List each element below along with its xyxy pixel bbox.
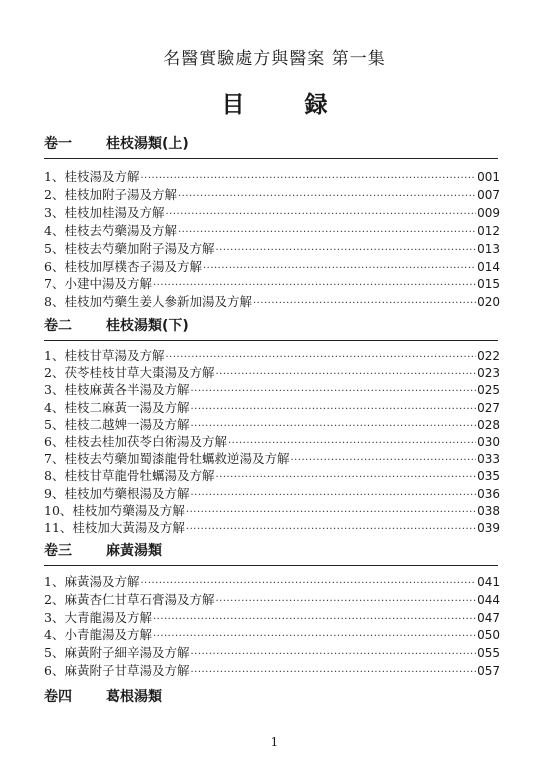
dot-leader [178,224,476,241]
toc-entry-page: 023 [477,366,500,381]
dot-leader [153,611,476,628]
toc-entry[interactable] [44,433,500,450]
toc-entry[interactable] [44,275,500,292]
toc-entry[interactable] [44,467,500,484]
toc-entry-page: 007 [477,187,500,202]
toc-entry[interactable] [44,399,500,416]
dot-leader [153,277,476,294]
toc-entry[interactable] [44,293,500,310]
toc-entry-page: 015 [477,277,500,292]
toc-entry-page: 038 [477,503,500,518]
toc-entry[interactable] [44,186,500,203]
volume-heading [44,135,504,153]
toc-entry-page: 039 [477,521,500,535]
toc-entry-page: 050 [477,628,500,643]
toc-entry[interactable] [44,168,500,185]
volume-rule [44,340,498,341]
toc-heading [0,86,549,119]
toc-entry[interactable] [44,364,500,381]
toc-entry-title: 5、桂枝二越婢一湯及方解 [44,416,190,432]
volume-rule [44,158,498,159]
toc-entry[interactable] [44,204,500,221]
dot-leader [253,295,476,312]
toc-entry-page: 035 [477,469,500,484]
volume-heading [44,542,504,560]
toc-entry-page: 022 [477,349,500,363]
toc-entry[interactable] [44,519,500,536]
toc-entry-title: 1、桂枝甘草湯及方解 [44,348,165,363]
dot-leader [140,575,476,592]
toc-entry-page: 036 [477,486,500,501]
toc-heading-char-2: 録 [304,92,328,118]
toc-entry-page: 055 [477,646,500,661]
toc-entry-title: 2、茯苓桂枝甘草大棗湯及方解 [44,365,215,381]
toc-entry-page: 047 [477,610,500,625]
dot-leader [178,188,476,205]
toc-entry[interactable] [44,609,500,626]
toc-entry[interactable] [44,502,500,519]
page-number: 1 [270,735,279,749]
toc-entry-title: 5、麻黃附子細辛湯及方解 [44,645,190,661]
volume-title: 葛根湯類 [106,689,162,705]
dot-leader [140,170,476,187]
toc-entry[interactable] [44,573,500,590]
volume-title: 桂枝湯類(上) [106,136,189,152]
toc-entry-title: 8、桂枝甘草龍骨牡蠣湯及方解 [44,468,215,484]
volume-heading [44,317,504,335]
volume-title: 桂枝湯類(下) [106,318,189,334]
book-title: 名醫實驗處方與醫案 第一集 [163,49,386,69]
toc-entry-title: 6、麻黃附子甘草湯及方解 [44,663,190,678]
toc-entry[interactable] [44,591,500,608]
toc-entry-title: 10、桂枝加芍藥湯及方解 [44,502,185,518]
toc-entry-title: 4、小青龍湯及方解 [44,627,152,643]
toc-entry-title: 6、桂枝去桂加茯苓白術湯及方解 [44,434,227,449]
toc-entry-title: 8、桂枝加芍藥生姜人參新加湯及方解 [44,294,252,310]
toc-entry-title: 2、桂枝加附子湯及方解 [44,186,177,202]
toc-entry-title: 4、桂枝去芍藥湯及方解 [44,222,177,238]
toc-heading-char-1: 目 [221,92,245,118]
toc-entry-title: 5、桂枝去芍藥加附子湯及方解 [44,240,215,256]
toc-entry-page: 025 [477,383,500,398]
toc-entry-page: 012 [477,223,500,238]
toc-entry-page: 057 [477,664,500,678]
toc-entry-page: 009 [477,205,500,220]
dot-leader [203,260,476,277]
dot-leader [165,206,476,223]
toc-entry-page: 013 [477,241,500,256]
toc-entry-title: 11、桂枝加大黃湯及方解 [44,520,185,535]
toc-entry[interactable] [44,626,500,643]
dot-leader [190,646,476,663]
toc-entry[interactable] [44,347,500,364]
volume-rule [44,565,498,566]
toc-entry[interactable] [44,381,500,398]
dot-leader [186,521,476,538]
toc-entry[interactable] [44,485,500,502]
volume-label: 卷四 [44,689,72,705]
volume-heading [44,688,504,706]
toc-entry-page: 027 [477,400,500,415]
toc-entry-title: 1、桂枝湯及方解 [44,169,140,184]
toc-entry-page: 001 [477,170,500,184]
toc-entry-page: 028 [477,417,500,432]
dot-leader [153,628,476,645]
toc-entry[interactable] [44,662,500,679]
volume-title: 麻黃湯類 [106,543,162,559]
toc-entry[interactable] [44,450,500,467]
dot-leader [215,242,476,259]
toc-entry-page: 044 [477,592,500,607]
toc-entry-page: 030 [477,435,500,449]
toc-entry[interactable] [44,240,500,257]
toc-entry-title: 3、桂枝麻黃各半湯及方解 [44,382,190,398]
toc-entry-title: 4、桂枝二麻黃一湯及方解 [44,399,190,415]
toc-entry-title: 7、桂枝去芍藥加蜀漆龍骨牡蠣救逆湯及方解 [44,451,290,467]
toc-entry-title: 1、麻黃湯及方解 [44,574,140,589]
toc-entry[interactable] [44,644,500,661]
toc-entry-title: 2、麻黃杏仁甘草石膏湯及方解 [44,591,215,607]
toc-entry-page: 041 [477,575,500,589]
toc-entry-title: 3、大青龍湯及方解 [44,609,152,625]
dot-leader [190,664,476,681]
volume-label: 卷一 [44,136,72,152]
volume-label: 卷二 [44,318,72,334]
volume-label: 卷三 [44,543,72,559]
toc-entry[interactable] [44,416,500,433]
toc-entry-title: 3、桂枝加桂湯及方解 [44,204,165,220]
toc-entry[interactable] [44,258,500,275]
toc-entry-title: 6、桂枝加厚樸杏子湯及方解 [44,258,202,274]
dot-leader [215,593,476,610]
toc-entry-page: 014 [477,259,500,274]
toc-entry-page: 020 [477,295,500,310]
toc-entry-page: 033 [477,452,500,467]
toc-entry-title: 9、桂枝加芍藥根湯及方解 [44,485,190,501]
toc-entry[interactable] [44,222,500,239]
toc-entry-title: 7、小建中湯及方解 [44,276,152,292]
